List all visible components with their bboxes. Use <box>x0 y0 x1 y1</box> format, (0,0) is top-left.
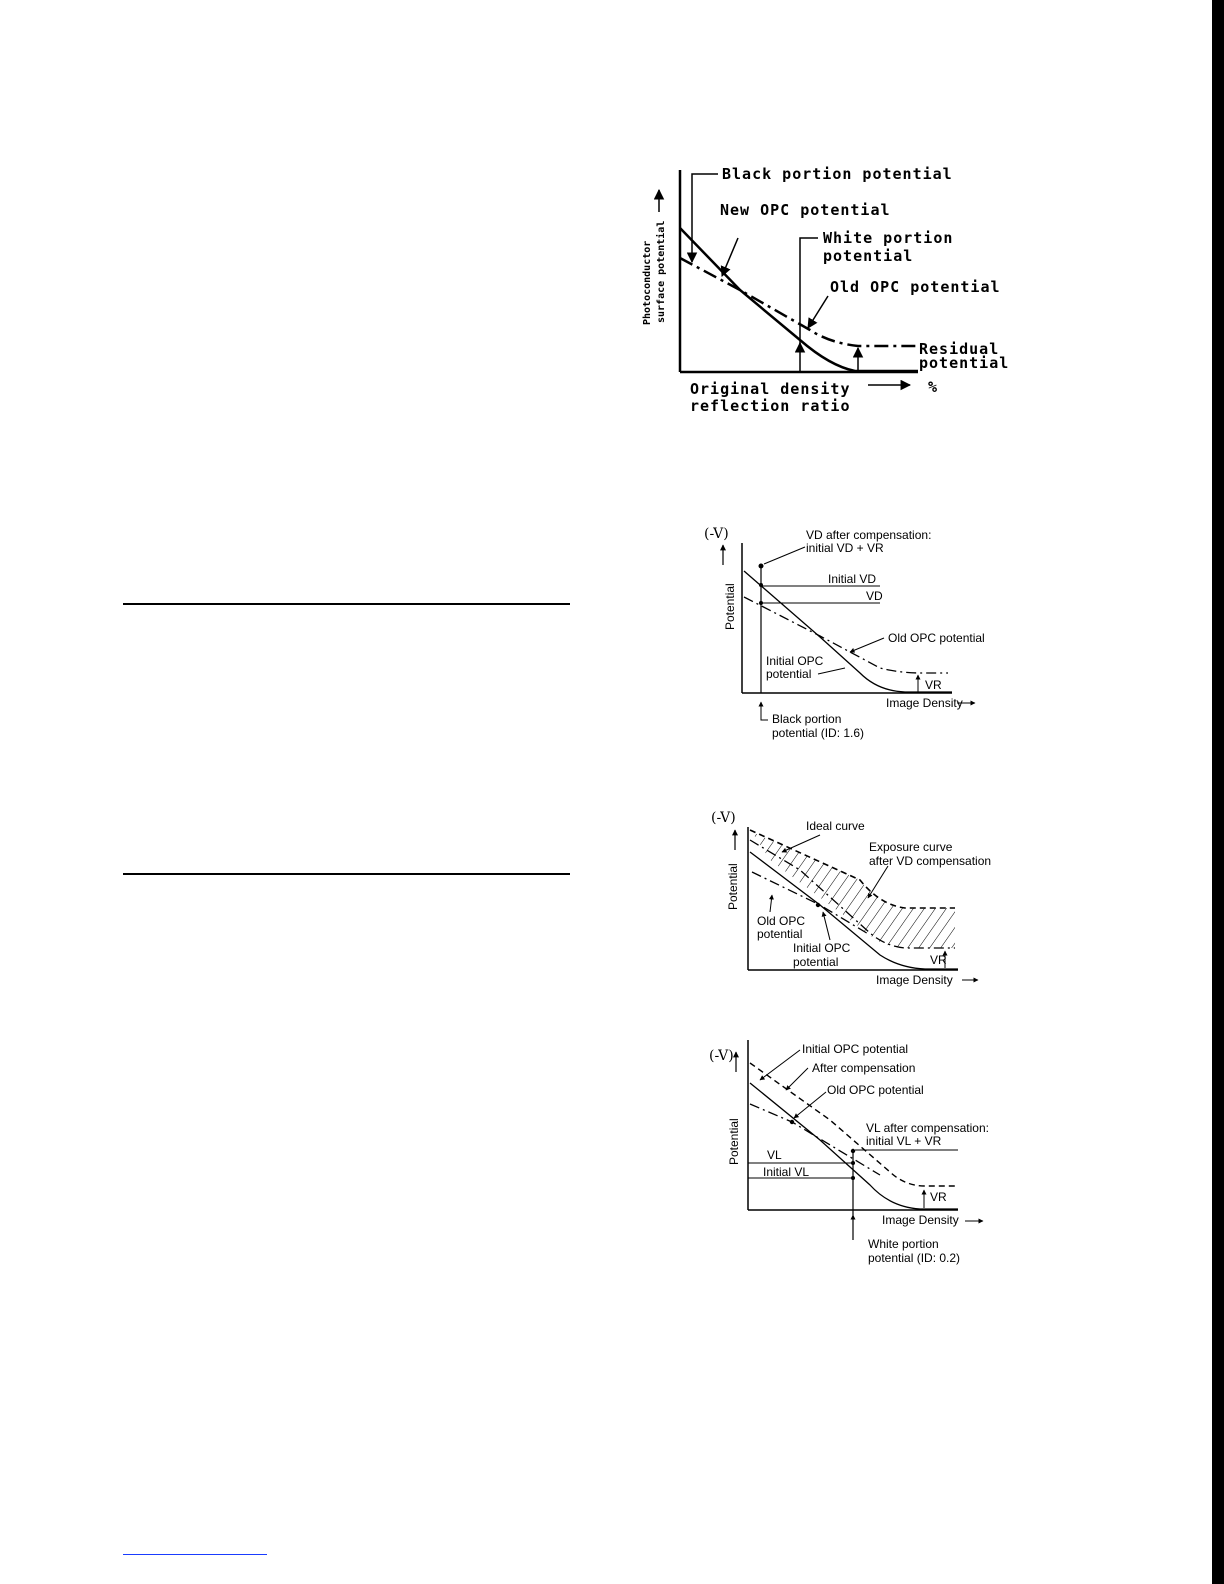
fig1-ylabel-1: Photoconductor <box>642 240 653 325</box>
fig2-y-unit: (-V) <box>704 526 729 542</box>
fig3-exposure-label-2: after VD compensation <box>869 854 992 868</box>
fig4-after-compensation-label: After compensation <box>812 1061 916 1075</box>
fig4-vl-after-label-2: initial VL + VR <box>866 1134 942 1148</box>
fig4-white-label-1: White portion <box>868 1237 939 1251</box>
fig3-old-opc-label-1: Old OPC <box>757 914 806 928</box>
fig4-y-unit: (-V) <box>709 1048 734 1064</box>
fig1-ylabel-2: surface potential <box>656 220 667 323</box>
fig1-old-opc-curve <box>680 258 918 346</box>
fig4-old-opc-label: Old OPC potential <box>827 1083 924 1097</box>
fig2-old-opc-label: Old OPC potential <box>888 631 985 645</box>
fig3-ylabel: Potential <box>726 863 740 910</box>
fig1-residual-label-1: Residual <box>919 340 1000 358</box>
fig1-xlabel-2: reflection ratio <box>690 397 851 415</box>
fig2-ylabel: Potential <box>723 583 737 630</box>
fig3-old-opc-label-2: potential <box>757 927 803 941</box>
fig1-white-portion-label-1: White portion <box>823 229 954 247</box>
fig2-vd-after-label-2: initial VD + VR <box>806 541 884 555</box>
figure-1 <box>642 165 1009 415</box>
fig2-vd-after-label-1: VD after compensation: <box>806 528 932 542</box>
fig3-ideal-label: Ideal curve <box>806 819 865 833</box>
fig3-initial-opc-label-1: Initial OPC <box>793 941 851 955</box>
figure-3 <box>711 810 991 987</box>
fig2-initial-opc-label-1: Initial OPC <box>766 654 824 668</box>
fig4-vl-label: VL <box>767 1148 782 1162</box>
fig4-vl-after-label-1: VL after compensation: <box>866 1121 989 1135</box>
figure-4 <box>709 1040 989 1265</box>
fig4-initial-vl-label: Initial VL <box>763 1165 810 1179</box>
fig1-old-opc-label: Old OPC potential <box>830 278 1001 296</box>
fig2-black-label-2: potential (ID: 1.6) <box>772 726 865 740</box>
figure-2 <box>704 526 985 740</box>
fig3-vr-label: VR <box>930 953 947 967</box>
fig4-vr-label: VR <box>930 1190 947 1204</box>
fig4-xlabel: Image Density <box>882 1213 959 1227</box>
fig3-exposure-label-1: Exposure curve <box>869 840 953 854</box>
fig2-initial-opc-label-2: potential <box>766 667 812 681</box>
fig2-vr-label: VR <box>925 678 942 692</box>
fig3-y-unit: (-V) <box>711 810 736 826</box>
fig2-black-label-1: Black portion <box>772 712 842 726</box>
fig3-xlabel: Image Density <box>876 973 953 987</box>
fig4-initial-opc-label: Initial OPC potential <box>802 1042 909 1056</box>
fig1-new-opc-label: New OPC potential <box>720 201 891 219</box>
fig2-initial-vd-label: Initial VD <box>828 572 877 586</box>
fig1-x-unit: % <box>928 378 939 396</box>
fig4-ylabel: Potential <box>727 1118 741 1165</box>
fig1-xlabel-1: Original density <box>690 380 851 398</box>
fig1-black-portion-label: Black portion potential <box>722 165 953 183</box>
fig2-vd-label: VD <box>866 589 883 603</box>
fig4-white-label-2: potential (ID: 0.2) <box>868 1251 961 1265</box>
fig3-initial-opc-label-2: potential <box>793 955 839 969</box>
fig1-residual-label-2: potential <box>919 354 1010 372</box>
fig1-white-portion-label-2: potential <box>823 247 914 265</box>
fig2-xlabel: Image Density <box>886 696 963 710</box>
